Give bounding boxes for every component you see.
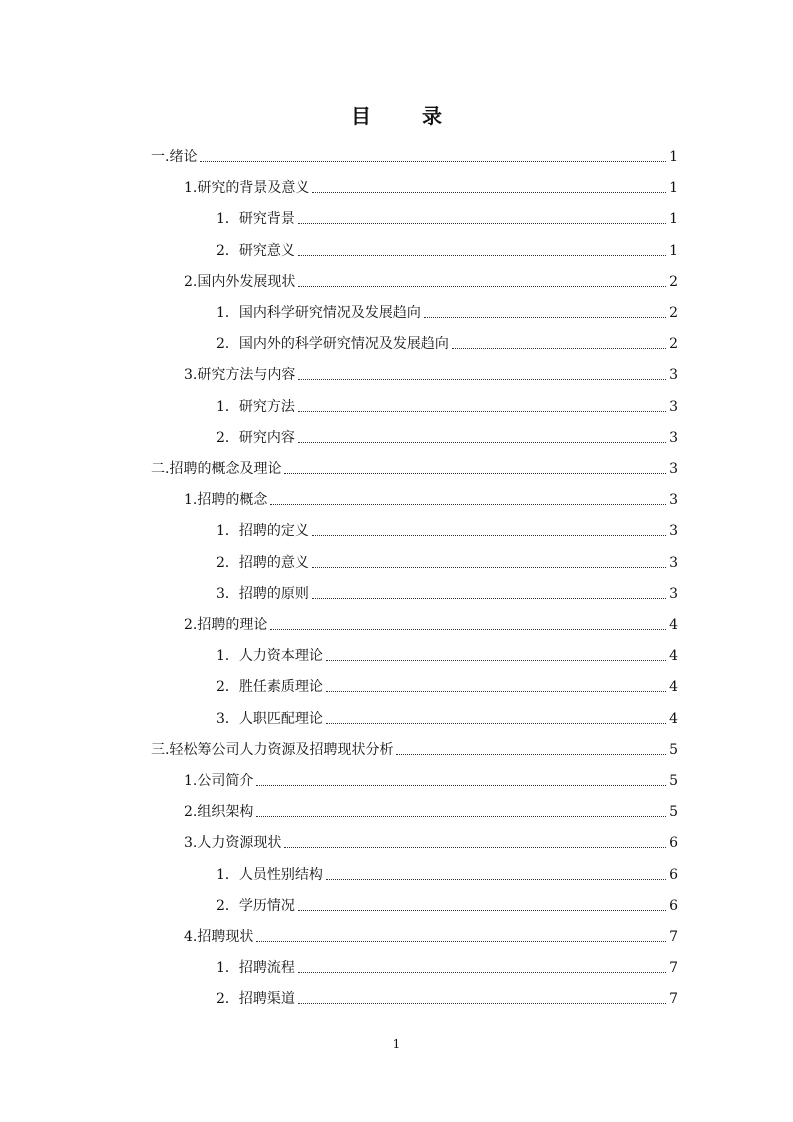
- toc-entry-label: 2.招聘的理论: [184, 617, 268, 633]
- toc-entry[interactable]: [216, 982, 678, 1008]
- toc-entry[interactable]: [216, 421, 678, 447]
- toc-dot-leader: [270, 486, 666, 505]
- toc-entry-page: 1: [669, 242, 678, 259]
- toc-entry-label: 1．研究背景: [216, 211, 295, 228]
- toc-entry[interactable]: [216, 639, 678, 665]
- toc-entry-page: 3: [669, 429, 678, 446]
- toc-entry[interactable]: [216, 670, 678, 696]
- toc-entry-label: 三.轻松筹公司人力资源及招聘现状分析: [151, 741, 394, 758]
- toc-entry-label: 4.招聘现状: [184, 929, 254, 945]
- toc-entry-page: 3: [669, 461, 678, 477]
- toc-entry[interactable]: [216, 327, 678, 353]
- toc-dot-leader: [298, 892, 666, 911]
- toc-dot-leader: [298, 237, 666, 256]
- toc-entry[interactable]: [151, 140, 678, 166]
- toc-entry-label: 1.招聘的概念: [184, 492, 268, 509]
- toc-entry-label: 2．招聘渠道: [216, 991, 295, 1008]
- toc-dot-leader: [256, 798, 666, 817]
- toc-dot-leader: [424, 299, 666, 318]
- toc-entry-page: 3: [669, 492, 678, 509]
- toc-entry-label: 3.人力资源现状: [184, 835, 282, 852]
- toc-dot-leader: [312, 517, 666, 536]
- toc-entry[interactable]: [216, 702, 678, 728]
- toc-dot-leader: [284, 455, 666, 474]
- toc-entry-label: 一.绪论: [151, 149, 198, 165]
- toc-dot-leader: [396, 736, 666, 755]
- toc-entry-page: 1: [669, 149, 678, 165]
- toc-entry-label: 1．国内科学研究情况及发展趋向: [216, 305, 421, 321]
- toc-dot-leader: [256, 923, 666, 942]
- toc-dot-leader: [200, 143, 666, 162]
- toc-entry[interactable]: [184, 826, 678, 852]
- toc-dot-leader: [298, 393, 666, 412]
- toc-entry-page: 5: [669, 741, 678, 758]
- toc-entry-page: 1: [669, 211, 678, 228]
- toc-entry-page: 4: [669, 617, 678, 633]
- toc-entry[interactable]: [216, 889, 678, 915]
- page-number: 1: [392, 1037, 401, 1051]
- toc-entry-page: 3: [669, 398, 678, 415]
- toc-entry-page: 4: [669, 679, 678, 696]
- toc-entry[interactable]: [151, 452, 678, 478]
- toc-dot-leader: [298, 361, 666, 380]
- toc-dot-leader: [326, 673, 666, 692]
- toc-entry-page: 6: [669, 835, 678, 852]
- toc-entry[interactable]: [184, 483, 678, 509]
- toc-entry[interactable]: [216, 202, 678, 228]
- toc-entry-page: 7: [669, 960, 678, 977]
- toc-entry[interactable]: [184, 171, 678, 197]
- toc-entry-label: 1．招聘流程: [216, 960, 295, 977]
- toc-dot-leader: [326, 705, 666, 724]
- toc-entry[interactable]: [184, 795, 678, 821]
- toc-entry-label: 1．研究方法: [216, 398, 295, 415]
- toc-dot-leader: [256, 767, 666, 786]
- toc-title: 目 录: [351, 104, 464, 128]
- toc-entry-page: 5: [669, 773, 678, 789]
- toc-entry-label: 3.研究方法与内容: [184, 367, 296, 384]
- toc-entry-page: 5: [669, 804, 678, 821]
- toc-entry-page: 3: [669, 523, 678, 540]
- toc-entry[interactable]: [184, 920, 678, 946]
- toc-entry[interactable]: [216, 577, 678, 603]
- toc-dot-leader: [326, 861, 666, 880]
- toc-entry-page: 2: [669, 305, 678, 321]
- toc-entry-label: 3．招聘的原则: [216, 585, 309, 602]
- toc-dot-leader: [298, 268, 666, 287]
- toc-entry-page: 7: [669, 991, 678, 1008]
- toc-dot-leader: [270, 611, 666, 630]
- toc-dot-leader: [312, 580, 666, 599]
- toc-entry-page: 6: [669, 897, 678, 914]
- toc-dot-leader: [452, 330, 666, 349]
- toc-entry-label: 2．招聘的意义: [216, 554, 309, 571]
- toc-entry-label: 2．胜任素质理论: [216, 679, 323, 696]
- toc-entry-label: 2．研究意义: [216, 242, 295, 259]
- toc-dot-leader: [298, 205, 666, 224]
- toc-dot-leader: [284, 829, 666, 848]
- toc-entry-label: 1．招聘的定义: [216, 523, 309, 540]
- toc-entry-page: 3: [669, 367, 678, 384]
- toc-entry-label: 2．研究内容: [216, 429, 295, 446]
- toc-entry-label: 2．国内外的科学研究情况及发展趋向: [216, 336, 449, 353]
- toc-entry-page: 1: [669, 180, 678, 197]
- toc-dot-leader: [312, 549, 666, 568]
- toc-entry-page: 4: [669, 710, 678, 727]
- toc-entry[interactable]: [184, 265, 678, 291]
- toc-dot-leader: [312, 174, 666, 193]
- toc-entry[interactable]: [184, 608, 678, 634]
- toc-entry-page: 4: [669, 648, 678, 665]
- toc-entry-page: 2: [669, 273, 678, 290]
- toc-entry-page: 2: [669, 336, 678, 353]
- toc-entry-label: 1.公司简介: [184, 773, 254, 789]
- toc-entry[interactable]: [216, 234, 678, 260]
- toc-entry-page: 6: [669, 866, 678, 883]
- toc-entry-label: 2．学历情况: [216, 897, 295, 914]
- toc-entry[interactable]: [216, 514, 678, 540]
- toc-entry-label: 2.国内外发展现状: [184, 273, 296, 290]
- toc-entry[interactable]: [184, 764, 678, 790]
- toc-entry-label: 1．人员性别结构: [216, 866, 323, 883]
- toc-entry[interactable]: [216, 951, 678, 977]
- toc-dot-leader: [298, 954, 666, 973]
- toc-dot-leader: [326, 642, 666, 661]
- toc-entry-label: 2.组织架构: [184, 804, 254, 821]
- toc-dot-leader: [298, 985, 666, 1004]
- toc-entry[interactable]: [216, 546, 678, 572]
- toc-entry-label: 二.招聘的概念及理论: [151, 461, 282, 477]
- toc-entry-page: 3: [669, 554, 678, 571]
- toc-entry[interactable]: [151, 733, 678, 759]
- toc-entry-page: 7: [669, 929, 678, 945]
- toc-entry[interactable]: [184, 358, 678, 384]
- toc-entry[interactable]: [216, 390, 678, 416]
- toc-entry-label: 3．人职匹配理论: [216, 710, 323, 727]
- toc-entry[interactable]: [216, 858, 678, 884]
- toc-dot-leader: [298, 424, 666, 443]
- toc-entry-label: 1．人力资本理论: [216, 648, 323, 665]
- toc-entry-page: 3: [669, 585, 678, 602]
- toc-entry[interactable]: [216, 296, 678, 322]
- toc-entry-label: 1.研究的背景及意义: [184, 180, 310, 197]
